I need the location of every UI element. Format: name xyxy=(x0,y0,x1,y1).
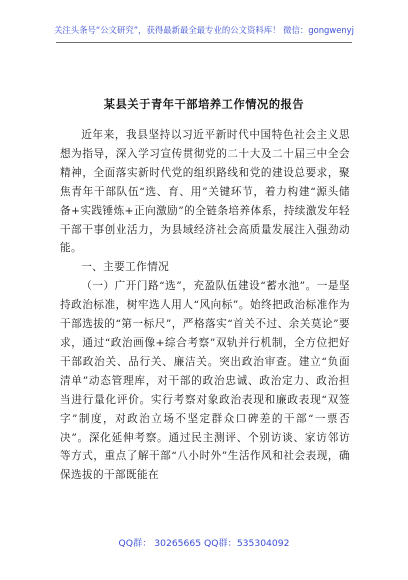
footer-qq-groups: QQ群： 30265665 QQ群：535304092 xyxy=(118,538,290,549)
document-body xyxy=(60,126,350,485)
document-title: 某县关于青年干部培养工作情况的报告 xyxy=(103,97,305,111)
subsection-paragraph: （一）广开门路“选”，充盈队伍建设“蓄水池”。一是坚持政治标准，树牢选人用人“风向标”。始终把政治标准作为干部选拔的“第一标尺”，严格落实“首关不过、余关莫论”要求，通过“政治画像+综合考察”双轨并行机制，全方位把好干部政治关、品行关、廉洁关。突出政治审查。建立“负面清单”动态管理库，对干部的政治忠诚、政治定力、政治担当进行量化评价。实行考察对象政治表现和廉政表现“双签字”制度，对政治立场不坚定群众口碑差的干部“一票否决”。深化延伸考察。通过民主测评、个别访谈、家访邻访等方式，重点了解干部“八小时外”生活作风和社会表现，确保选拔的干部既能在 xyxy=(60,280,350,482)
intro-paragraph: 近年来，我县坚持以习近平新时代中国特色社会主义思想为指导，深入学习宣传贯彻党的二十大及二十届三中全会精神，全面落实新时代党的组织路线和党的建设总要求，聚焦青年干部队伍“选、育、用”关键环节，着力构建“源头储备+实践锤炼+正向激励”的全链条培养体系，持续激发年轻干部干事创业活力，为县域经济社会高质量发展注入强劲动能。 xyxy=(60,129,350,255)
header-divider xyxy=(56,42,352,43)
header-promo-note: 关注头条号“公文研究”，获得最新最全最专业的公文资料库！ 微信：gongwenyj xyxy=(54,25,354,35)
section-heading: 一、主要工作情况 xyxy=(81,261,170,274)
